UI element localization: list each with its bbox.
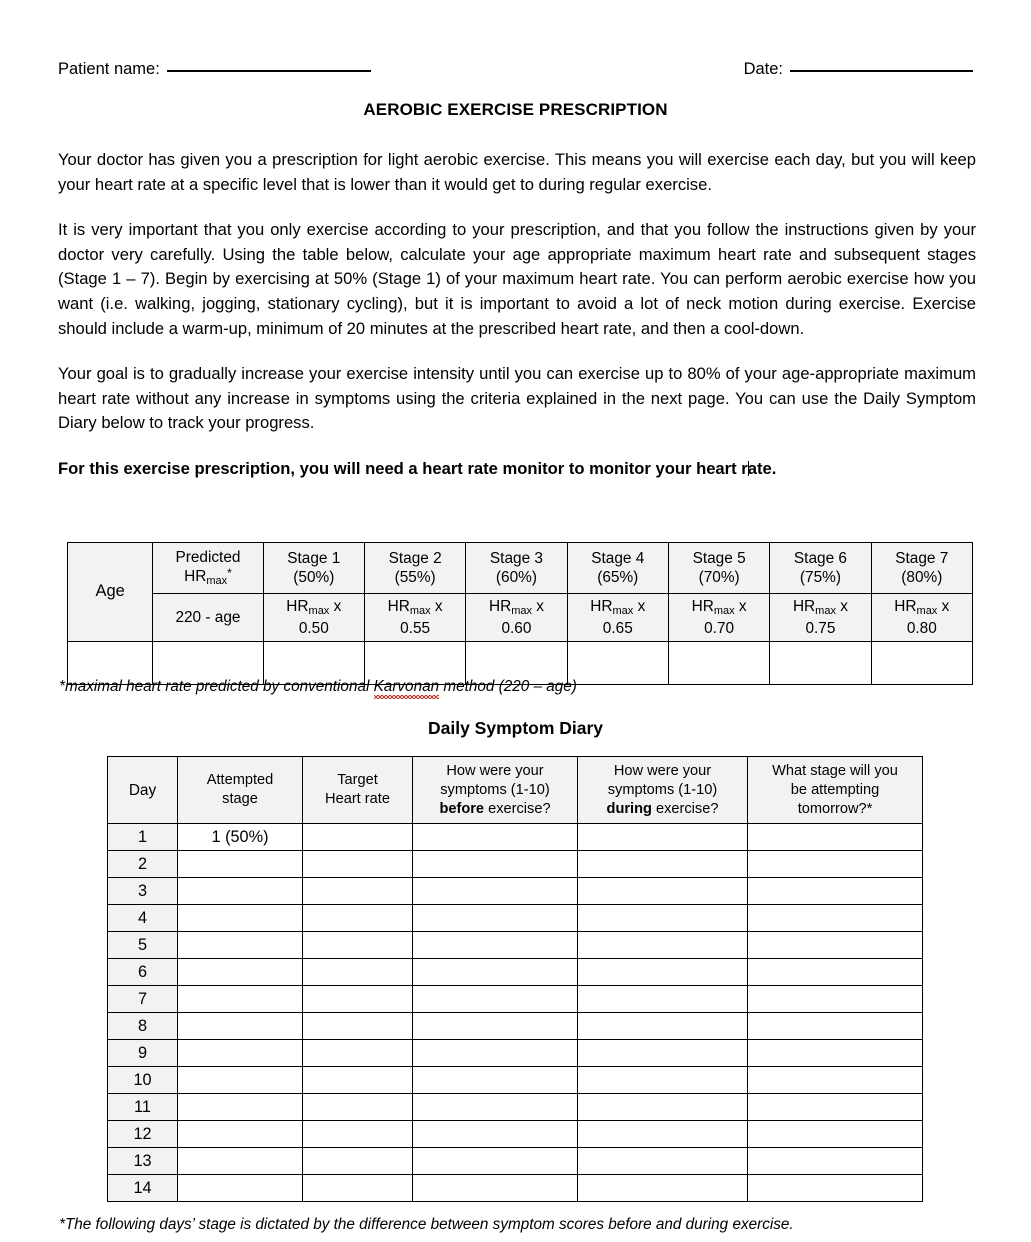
diary-cell-target-hr[interactable] [303,932,413,959]
diary-cell-tomorrow[interactable] [748,824,923,851]
entry-cell-stage-7[interactable] [871,642,972,685]
entry-cell-stage-6[interactable] [770,642,871,685]
stage-5-name: Stage 5 [692,549,746,567]
date-label: Date: [743,60,783,78]
diary-cell-during[interactable] [578,959,748,986]
diary-cell-tomorrow[interactable] [748,1121,923,1148]
diary-day-number: 14 [108,1175,178,1202]
table-row [108,932,923,959]
diary-cell-during[interactable] [578,932,748,959]
table-row-header-formula [68,594,973,642]
diary-cell-attempted-stage[interactable] [178,1148,303,1175]
formula-stage-3 [466,594,567,642]
diary-day-number: 11 [108,1094,178,1121]
diary-cell-before[interactable] [413,932,578,959]
table-row [108,1094,923,1121]
diary-cell-before[interactable] [413,1040,578,1067]
stage-7-name: Stage 7 [895,549,949,567]
formula-stage-1 [263,594,364,642]
diary-cell-before[interactable] [413,1148,578,1175]
diary-cell-during[interactable] [578,1013,748,1040]
stage-4-name: Stage 4 [591,549,645,567]
diary-cell-during[interactable] [578,1148,748,1175]
diary-cell-attempted-stage[interactable] [178,1013,303,1040]
diary-cell-attempted-stage[interactable] [178,1040,303,1067]
header-predicted-hrmax [153,543,263,594]
diary-cell-before[interactable] [413,878,578,905]
diary-cell-target-hr[interactable] [303,1175,413,1202]
diary-day-number: 4 [108,905,178,932]
formula-hr-1: HR [286,598,309,615]
diary-cell-before[interactable] [413,1121,578,1148]
date-field-group [744,60,973,79]
diary-cell-target-hr[interactable] [303,1067,413,1094]
diary-footnote: *The following days’ stage is dictated by the difference between symptom scores before and during exercise. [59,1216,794,1233]
hr-text: HR [184,568,207,585]
header-stage-1 [263,543,364,594]
diary-cell-tomorrow[interactable] [748,1013,923,1040]
stage-3-percent: (60%) [495,569,537,586]
diary-day-number: 7 [108,986,178,1013]
diary-cell-attempted-stage[interactable] [178,851,303,878]
diary-cell-during[interactable] [578,824,748,851]
diary-cell-attempted-stage[interactable] [178,1121,303,1148]
diary-day-number: 12 [108,1121,178,1148]
paragraph-instructions: It is very important that you only exercise according to your prescription, and that you follow the instructions given by your doctor very carefully. Using the table below, calculate your age appropriate maximum heart rate and subsequent stages (Stage 1 – 7). Begin by exercising at 50% (Stage 1) of your maximum heart rate. You can perform aerobic exercise how you want (i.e. walking, jogging, stationary cycling), but it is important to avoid a lot of neck motion during exercise. Exercise should include a warm-up, minimum of 20 minutes at the prescribed heart rate, and then a cool-down. [58,220,976,338]
table-row [108,905,923,932]
stage-1-percent: (50%) [293,569,335,586]
header-stage-4 [567,543,668,594]
stage-2-name: Stage 2 [388,549,442,567]
diary-cell-attempted-stage[interactable] [178,932,303,959]
before-line-1: How were your [446,762,544,779]
diary-cell-before[interactable] [413,1067,578,1094]
table-row [108,1148,923,1175]
paragraph-intro: Your doctor has given you a prescription for light aerobic exercise. This means you will exercise each day, but you will keep your heart rate at a specific level that is lower than it would get to during regular exercise. [58,150,976,194]
body-text-column [58,148,976,482]
diary-cell-before[interactable] [413,851,578,878]
stage-2-percent: (55%) [394,569,436,586]
table-row [108,1067,923,1094]
formula-hr-4: HR [590,598,613,615]
formula-sub-6: max [815,605,836,617]
diary-cell-before[interactable] [413,905,578,932]
diary-cell-during[interactable] [578,905,748,932]
header-stage-2 [364,543,465,594]
diary-cell-attempted-stage[interactable] [178,1175,303,1202]
formula-hr-7: HR [894,598,917,615]
stage-6-percent: (75%) [799,569,841,586]
diary-cell-target-hr[interactable] [303,1094,413,1121]
during-line-3-rest: exercise? [651,800,719,817]
formula-times-5: x [734,598,747,615]
diary-cell-attempted-stage[interactable] [178,905,303,932]
patient-name-label: Patient name: [58,60,160,78]
formula-times-4: x [633,598,646,615]
patient-name-field-group [58,60,371,79]
diary-header-symptoms-before [413,757,578,824]
entry-cell-stage-5[interactable] [668,642,769,685]
formula-mult-4: 0.65 [602,619,633,637]
diary-cell-before[interactable] [413,824,578,851]
formula-mult-6: 0.75 [805,619,836,637]
before-bold-word: before [439,800,485,817]
diary-cell-target-hr[interactable] [303,1148,413,1175]
diary-cell-attempted-stage[interactable] [178,878,303,905]
diary-cell-target-hr[interactable] [303,905,413,932]
diary-cell-during[interactable] [578,986,748,1013]
before-line-2: symptoms (1-10) [440,781,550,798]
formula-sub-3: max [511,605,532,617]
target-hr-line-2: Heart rate [325,791,390,807]
diary-cell-before[interactable] [413,986,578,1013]
diary-cell-target-hr[interactable] [303,878,413,905]
header-stage-7 [871,543,972,594]
diary-cell-during[interactable] [578,1094,748,1121]
diary-cell-target-hr[interactable] [303,1013,413,1040]
formula-stage-2 [364,594,465,642]
diary-cell-target-hr[interactable] [303,851,413,878]
diary-cell-attempted-stage[interactable] [178,1067,303,1094]
formula-stage-7 [871,594,972,642]
diary-cell-during[interactable] [578,1067,748,1094]
formula-times-7: x [937,598,950,615]
table-row [108,1013,923,1040]
formula-predicted-hrmax: 220 - age [153,594,263,642]
diary-section-title: Daily Symptom Diary [427,718,604,738]
diary-cell-target-hr[interactable] [303,986,413,1013]
diary-cell-tomorrow[interactable] [748,932,923,959]
hr-subscript: max [206,575,228,587]
form-header-line [58,60,973,79]
diary-cell-tomorrow[interactable] [748,905,923,932]
diary-cell-tomorrow[interactable] [748,1094,923,1121]
diary-day-number: 3 [108,878,178,905]
diary-cell-during[interactable] [578,851,748,878]
formula-stage-6 [770,594,871,642]
table-row [108,1175,923,1202]
paragraph-goal: Your goal is to gradually increase your exercise intensity until you can exercise up to 80% of your age-appropriate maximum heart rate without any increase in symptoms using the criteria explained in the next page. You can use the Daily Symptom Diary below to track your progress. [58,364,976,433]
diary-header-tomorrow-stage [748,757,923,824]
formula-times-1: x [329,598,342,615]
diary-cell-tomorrow[interactable] [748,1040,923,1067]
header-age: Age [68,543,153,642]
formula-hr-3: HR [488,598,512,615]
diary-day-number: 13 [108,1148,178,1175]
header-stage-6 [770,543,871,594]
diary-cell-during[interactable] [578,1175,748,1202]
diary-header-day: Day [108,757,178,824]
diary-cell-attempted-stage[interactable] [178,986,303,1013]
footnote-text-before: *maximal heart rate predicted by conventional [59,678,374,695]
tomorrow-line-3: tomorrow?* [797,800,873,817]
diary-cell-attempted-stage[interactable] [178,959,303,986]
formula-sub-2: max [409,605,431,617]
diary-cell-tomorrow[interactable] [748,986,923,1013]
date-blank[interactable] [790,70,973,72]
table-row [108,1040,923,1067]
formula-hr-2: HR [387,598,410,615]
stage-1-name: Stage 1 [287,549,341,567]
stage-7-percent: (80%) [901,569,943,586]
diary-cell-target-hr[interactable] [303,1121,413,1148]
diary-day-number: 10 [108,1067,178,1094]
table-row-header-top [68,543,973,594]
table-row [108,1121,923,1148]
formula-times-3: x [531,598,544,615]
page-title: AEROBIC EXERCISE PRESCRIPTION [363,100,668,119]
formula-sub-1: max [308,605,330,617]
diary-cell-tomorrow[interactable] [748,1067,923,1094]
formula-stage-5 [668,594,769,642]
formula-hr-6: HR [792,598,816,615]
formula-stage-4 [567,594,668,642]
attempted-stage-line-2: stage [222,791,258,807]
heart-rate-stage-table [67,542,973,685]
formula-mult-3: 0.60 [501,619,532,637]
diary-cell-before[interactable] [413,1175,578,1202]
target-hr-line-1: Target [337,772,378,788]
diary-day-number: 2 [108,851,178,878]
diary-cell-tomorrow[interactable] [748,1175,923,1202]
diary-cell-during[interactable] [578,1040,748,1067]
diary-header-target-heart-rate [303,757,413,824]
formula-sub-5: max [713,605,735,617]
formula-sub-7: max [916,605,938,617]
header-stage-5 [668,543,769,594]
diary-cell-tomorrow[interactable] [748,959,923,986]
diary-cell-target-hr[interactable] [303,959,413,986]
hr-asterisk: * [227,566,232,580]
heart-rate-stage-table-wrapper [67,542,973,685]
diary-day-number: 5 [108,932,178,959]
table-row [108,824,923,851]
monitor-text-part-1: For this exercise prescription, you will need a heart rate monitor to monitor your heart r [58,458,748,478]
patient-name-blank[interactable] [167,70,371,72]
stage-3-name: Stage 3 [489,549,543,567]
table-row [108,959,923,986]
diary-header-symptoms-during [578,757,748,824]
diary-cell-attempted-stage[interactable] [178,1094,303,1121]
stage-4-percent: (65%) [597,569,639,586]
during-line-1: How were your [613,762,712,779]
before-line-3-rest: exercise? [484,800,551,817]
diary-cell-tomorrow[interactable] [748,878,923,905]
diary-header-row [108,757,923,824]
diary-day-number: 9 [108,1040,178,1067]
monitor-text-part-2: ate. [747,458,777,478]
diary-cell-before[interactable] [413,1094,578,1121]
diary-day-number: 1 [108,824,178,851]
diary-day-number: 8 [108,1013,178,1040]
diary-cell-target-hr[interactable] [303,824,413,851]
diary-cell-before[interactable] [413,959,578,986]
formula-times-2: x [430,598,443,615]
heart-rate-table-footnote [59,678,577,696]
diary-cell-attempted-stage[interactable]: 1 (50%) [178,824,303,851]
formula-mult-1: 0.50 [298,619,329,637]
formula-times-6: x [835,598,848,615]
formula-mult-2: 0.55 [400,619,431,637]
diary-cell-tomorrow[interactable] [748,1148,923,1175]
during-line-2: symptoms (1-10) [607,781,718,798]
diary-cell-during[interactable] [578,878,748,905]
footnote-text-after: method (220 – age) [439,678,577,695]
diary-cell-tomorrow[interactable] [748,851,923,878]
diary-cell-target-hr[interactable] [303,1040,413,1067]
header-stage-3 [466,543,567,594]
daily-symptom-diary-table [107,756,923,1202]
stage-5-percent: (70%) [698,569,740,586]
spellcheck-misspelled-word: Karvonan [373,678,440,695]
diary-header-attempted-stage [178,757,303,824]
attempted-stage-line-1: Attempted [206,772,274,788]
formula-sub-4: max [612,605,634,617]
diary-cell-during[interactable] [578,1121,748,1148]
stage-6-name: Stage 6 [793,549,847,567]
formula-mult-7: 0.80 [906,619,937,637]
during-bold-word: during [606,800,652,817]
table-row [108,851,923,878]
diary-day-number: 6 [108,959,178,986]
table-row [108,878,923,905]
formula-mult-5: 0.70 [704,619,735,637]
tomorrow-line-1: What stage will you [772,762,898,779]
tomorrow-line-2: be attempting [790,781,880,798]
predicted-line-1: Predicted [175,548,241,566]
formula-hr-5: HR [691,598,714,615]
diary-cell-before[interactable] [413,1013,578,1040]
table-row [108,986,923,1013]
entry-cell-stage-4[interactable] [567,642,668,685]
daily-symptom-diary-wrapper [107,756,923,1202]
paragraph-monitor-requirement [58,457,976,482]
